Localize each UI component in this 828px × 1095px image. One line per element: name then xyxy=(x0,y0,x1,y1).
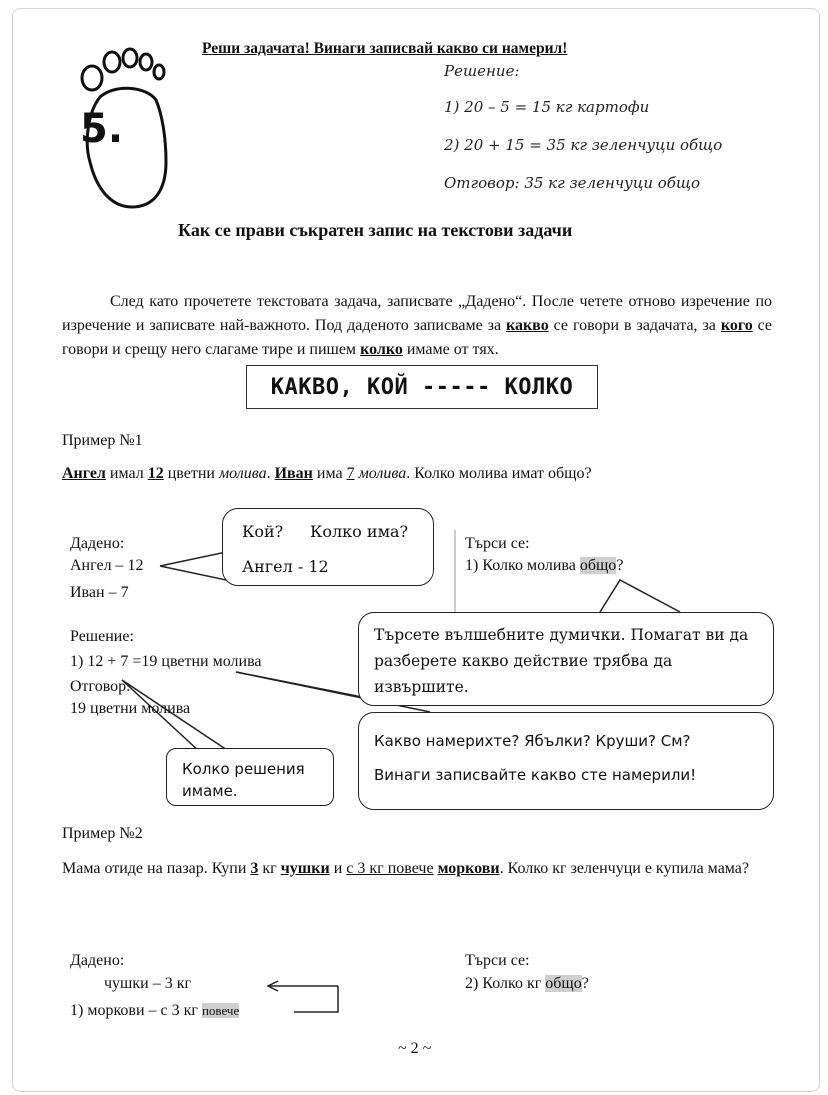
handwritten-line-1: 1) 20 – 5 = 15 кг картофи xyxy=(444,98,650,116)
given-2-line-1: чушки – 3 кг xyxy=(104,975,192,992)
highlight-total-word-2: общо xyxy=(545,975,582,992)
intro-paragraph: След като прочетете текстовата задача, записвате „Дадено“. После четете отново изречение по изречение и записвате най-важното. Под даденото записваме за какво се говори в задачата, за кого се говори и срещу него слагаме тире и пишем колко имаме от тях. xyxy=(62,293,773,358)
example-1-heading: Пример №1 xyxy=(62,432,143,449)
find-question-2: 2) Колко кг общо? xyxy=(465,975,589,992)
example-1-problem: Ангел имал 12 цветни молива. Иван има 7 молива. Колко молива имат общо? xyxy=(62,465,592,482)
handwritten-line-2: 2) 20 + 15 = 35 кг зеленчуци общо xyxy=(444,136,723,154)
highlight-more-word: повече xyxy=(201,1003,240,1018)
bubble-how-many: Колко има? xyxy=(310,522,409,541)
given-line-1: Ангел – 12 xyxy=(70,557,144,574)
find-label: Търси се: xyxy=(465,535,530,552)
example-2-problem: Мама отиде на пазар. Купи 3 кг чушки и с 3 кг повече моркови. Колко кг зеленчуци е купила мама? xyxy=(62,860,750,877)
how-many-solutions-text: Колко решения имаме. xyxy=(182,760,305,800)
handwritten-label: Решение: xyxy=(444,62,520,80)
solution-line: 1) 12 + 7 =19 цветни молива xyxy=(70,653,262,670)
formula-box: КАКВО, КОЙ ----- КОЛКО xyxy=(246,365,598,409)
keyword-how-many: колко xyxy=(360,341,403,358)
find-question: 1) Колко молива общо? xyxy=(465,557,624,574)
what-found-bubble xyxy=(358,712,774,810)
magic-words-text: Търсете вълшебните думички. Помагат ви да разберете какво действие трябва да извършите. xyxy=(374,626,749,696)
what-found-line-2: Винаги записвайте какво сте намерили! xyxy=(374,766,697,784)
given-2-line-2: 1) моркови – с 3 кг повече xyxy=(70,1002,240,1019)
highlight-total-word: общо xyxy=(579,557,617,574)
handwritten-answer: Отговор: 35 кг зеленчуци общо xyxy=(444,174,701,192)
solution-label: Решение: xyxy=(70,628,134,645)
example-2-heading: Пример №2 xyxy=(62,825,143,842)
find-label-2: Търси се: xyxy=(465,952,530,969)
bubble-who: Кой? xyxy=(242,522,284,541)
page-title: Как се прави съкратен запис на текстови задачи xyxy=(178,220,573,240)
task-number-badge: 5. xyxy=(80,106,124,152)
answer-line: 19 цветни молива xyxy=(70,700,191,717)
answer-label: Отговор: xyxy=(70,678,131,695)
given-line-2: Иван – 7 xyxy=(70,584,129,601)
given-label-2: Дадено: xyxy=(70,952,125,969)
keyword-what: какво xyxy=(505,317,549,334)
what-found-line-1: Какво намерихте? Ябълки? Круши? См? xyxy=(374,732,691,750)
keyword-who: кого xyxy=(720,317,753,334)
bubble-example: Ангел - 12 xyxy=(242,557,329,576)
page-number: ~ 2 ~ xyxy=(398,1040,432,1057)
task-instruction: Реши задачата! Винаги записвай какво си намерил! xyxy=(202,40,568,57)
given-label: Дадено: xyxy=(70,535,125,552)
